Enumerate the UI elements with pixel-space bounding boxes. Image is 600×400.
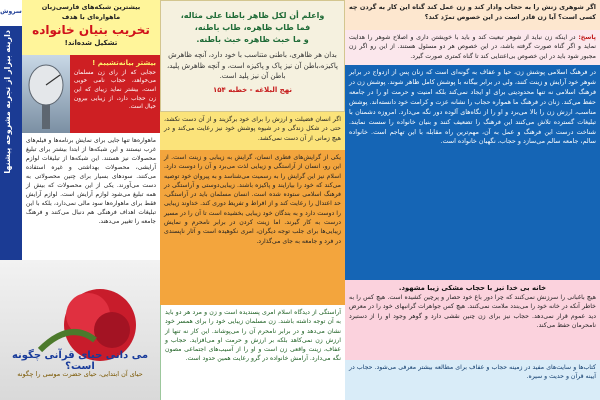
- rose-banner: [0, 260, 160, 400]
- blue-article: [345, 65, 600, 280]
- headline-top: بیشترین شبکه‌های فارسی‌زبان ماهواره‌ای با هدف: [41, 3, 141, 21]
- answer-block: [345, 30, 600, 65]
- left-article-text: ماهواره‌ها تنها جایی برای نمایش برنامه‌ها و فیلم‌های غرب نیستند و این شبکه‌ها از ابتدا بیشتر برای تبلیغ محصولات نیز هستند. این شبکه‌ها از تبلیغات لوازم آرایشی، محصولات بهداشتی و غیره استفاده می‌کنند. سودهای بسیار برای چنین محصولاتی به دست می‌آورند. یکی از این محصولات که بیش از همه تبلیغ می‌شود لوازم آرایش است. لوازم آرایش فقط برای ماهواره‌ها سود مالی نمی‌دارد، بلکه با این تبلیغات اهداف فرهنگی هم دنبال می‌کنند و فرهنگ جامعه را تغییر می‌دهند.: [26, 137, 156, 225]
- center-orange-paragraph: یکی از گرایش‌های فطری انسان، گرایش به زیبایی و زینت است. از این رو، انسان از آراستگی و زیبایی لذت می‌برد و آن را دوست دارد. اسلام نیز این گرایش را به رسمیت می‌شناسد و به پیروان خود توصیه می‌کند که خود را بیارایند و پاکیزه باشند. زیبایی‌دوستی و آراستگی در فرهنگ اسلامی ستوده شده است. انسان مسلمان باید در آراستگی، حد اعتدال را رعایت کند و از افراط و تفریط دوری کند. خداوند زیبایی را دوست دارد و به بندگان خود زیبایی بخشیده است تا آن را در مسیر درست به کار گیرند. اما زینت کردن در برابر نامحرم و نمایش زیبایی‌ها برای جلب توجه دیگران، امری نکوهیده است و آثار ناپسندی در فرد و جامعه به جای می‌گذارد.: [164, 154, 341, 245]
- center-mid-text: [160, 112, 345, 150]
- bottom-right-text: کتاب‌ها و سایت‌های مفید در زمینه حجاب و عفاف برای مطالعه بیشتر معرفی می‌شود. حجاب در آیینه قرآن و حدیث و سیره.: [349, 364, 596, 381]
- headline-block: [22, 0, 160, 55]
- red-note-body: حجابی که از رای زن مسلمان می‌خواهد، حجاب نامی خوبی است، بیشتر نماید زیبای که این زن حجاب دارد، از زیبایی بیرون خیال است.: [74, 69, 156, 111]
- pink-box-text: هیچ باغبانی را سرزنش نمی‌کنند که چرا دور باغ خود حصار و پرچین کشیده است. هیچ کس را به خاطر آنکه در خانه خود را می‌بندد ملامت نمی‌کنند. هیچ کس جواهرات گرانبهای خود را در معرض دید عموم قرار نمی‌دهد. حجاب نیز برای زن چنین نقشی دارد و گوهر وجود او را از دستبرد نامحرمان حفظ می‌کند.: [349, 294, 596, 330]
- question-text: اگر شوهری زنش را به حجاب وادار کند و زن عمل کند گناه این کار به گردن چه کسی است؟ آیا زن قادر است در این خصوص تمرّد کند؟: [349, 3, 596, 21]
- headline-main: تخریب بنیان خانواده: [32, 22, 150, 37]
- bottom-title: می دانی حیای قرآنی چگونه است؟: [11, 350, 149, 372]
- bottom-sub: حیای آن ابتدایی، حیای حضرت موسی را چگونه: [17, 370, 143, 378]
- center-green-text: [160, 305, 345, 400]
- bottom-right-block: [345, 360, 600, 400]
- quote-arabic-3: و ما خبث ظاهره خبث باطنه.: [196, 35, 309, 44]
- left-article: [22, 133, 160, 260]
- center-orange-text: [160, 150, 345, 305]
- satellite-dish-icon: [22, 55, 70, 133]
- quote-persian: بدان هر ظاهری، باطنی متناسب با خود دارد، آنچه ظاهرش پاکیزه،باطن آن نیز پاک و پاکیزه است، و آنچه ظاهرش پلید، باطن آن نیز پلید است.: [167, 51, 338, 80]
- logo: سروش: [0, 0, 22, 26]
- satellite-image: [22, 55, 70, 133]
- red-note-block: [70, 55, 160, 133]
- blue-article-text: در فرهنگ اسلامی پوشش زن، حیا و عفاف به گونه‌ای است که زنان پس از ازدواج در برابر شوهر خود آرایش و زینت کنند، ولی در برابر بیگانه با پوشش کامل ظاهر شوند. پوشش زن در فرهنگ اسلامی نه تنها محدودیتی برای او ایجاد نمی‌کند بلکه امنیت و حرمت او را در جامعه حفظ می‌کند. زنان در فرهنگ ما همواره حجاب را نشانه عزت و کرامت خود دانسته‌اند. پوشش مناسب، ارزش زن را بالا می‌برد و او را از نگاه‌های آلوده دور نگه می‌دارد. امروزه دشمنان با تبلیغات گسترده تلاش می‌کنند این فرهنگ را تضعیف کنند و بنیان خانواده را سست نمایند. شناخت درست این فرهنگ و عمل به آن، مهم‌ترین راه مقابله با این تهاجم است. خانواده سالم، جامعه سالم می‌سازد و حجاب، نگهبان خانواده است.: [349, 68, 596, 146]
- red-note-title: بیشتر بیانه‌تشیبم !: [92, 59, 156, 67]
- pink-box-title: خانه بی خدا نیز با حجاب مشکی زیبا مشهود.: [398, 284, 547, 292]
- question-block: [345, 0, 600, 30]
- side-title: دارینه بیزار از تجربه مشروحه پیشنها: [3, 30, 12, 174]
- quote-source: نهج البلاغه - خطبه ۱۵۴: [213, 85, 292, 94]
- center-mid-paragraph: اگر انسان فضیلت و ارزش را برای خود برگزیند و از آن دست نکشد، حتی در شکل زندگی و در شیوه پوشش خود نیز رعایت می‌کند و در هیچ زمانی از آن دست نمی‌کشد.: [164, 116, 341, 142]
- headline-sub: تشکیل شده‌اند!: [64, 39, 118, 48]
- answer-text: در اینکه زن نباید از شوهر تبعیت کند و باید با خویشتن داری و اصلاح شوهر را هدایت نماید و اگر گناه صورت گرفته باشد، در این خصوص هر دو مسئول هستند. از این رو اگر زن مجبور شود باید در این خصوص بی‌اعتنایی کند تا گناه کمتری صورت گیرد.: [349, 34, 596, 60]
- rose-icon: [0, 260, 160, 400]
- side-strip: [0, 0, 22, 260]
- answer-label: پاسخ:: [578, 34, 596, 41]
- quote-arabic-2: فما طاب ظاهره، طاب باطنه،: [194, 23, 311, 32]
- center-green-paragraph: آراستگی از دیدگاه اسلام امری پسندیده است و زن و مرد هر دو باید به آن توجه داشته باشند. زن مسلمان زیبایی خود را برای همسر خود نشان می‌دهد و در برابر نامحرم آن را می‌پوشاند. این کار نه تنها از ارزش زن نمی‌کاهد بلکه بر ارزش و حرمت او می‌افزاید. حجاب و عفاف، زینت واقعی زن است و او را از آسیب‌های اجتماعی مصون نگه می‌دارد. آرامش خانواده در گرو رعایت همین حدود است.: [165, 309, 341, 363]
- pink-box: [345, 280, 600, 360]
- quote-arabic-1: واعلم أن لكل ظاهر باطنا على مثاله،: [180, 11, 325, 20]
- quote-block: [160, 0, 345, 112]
